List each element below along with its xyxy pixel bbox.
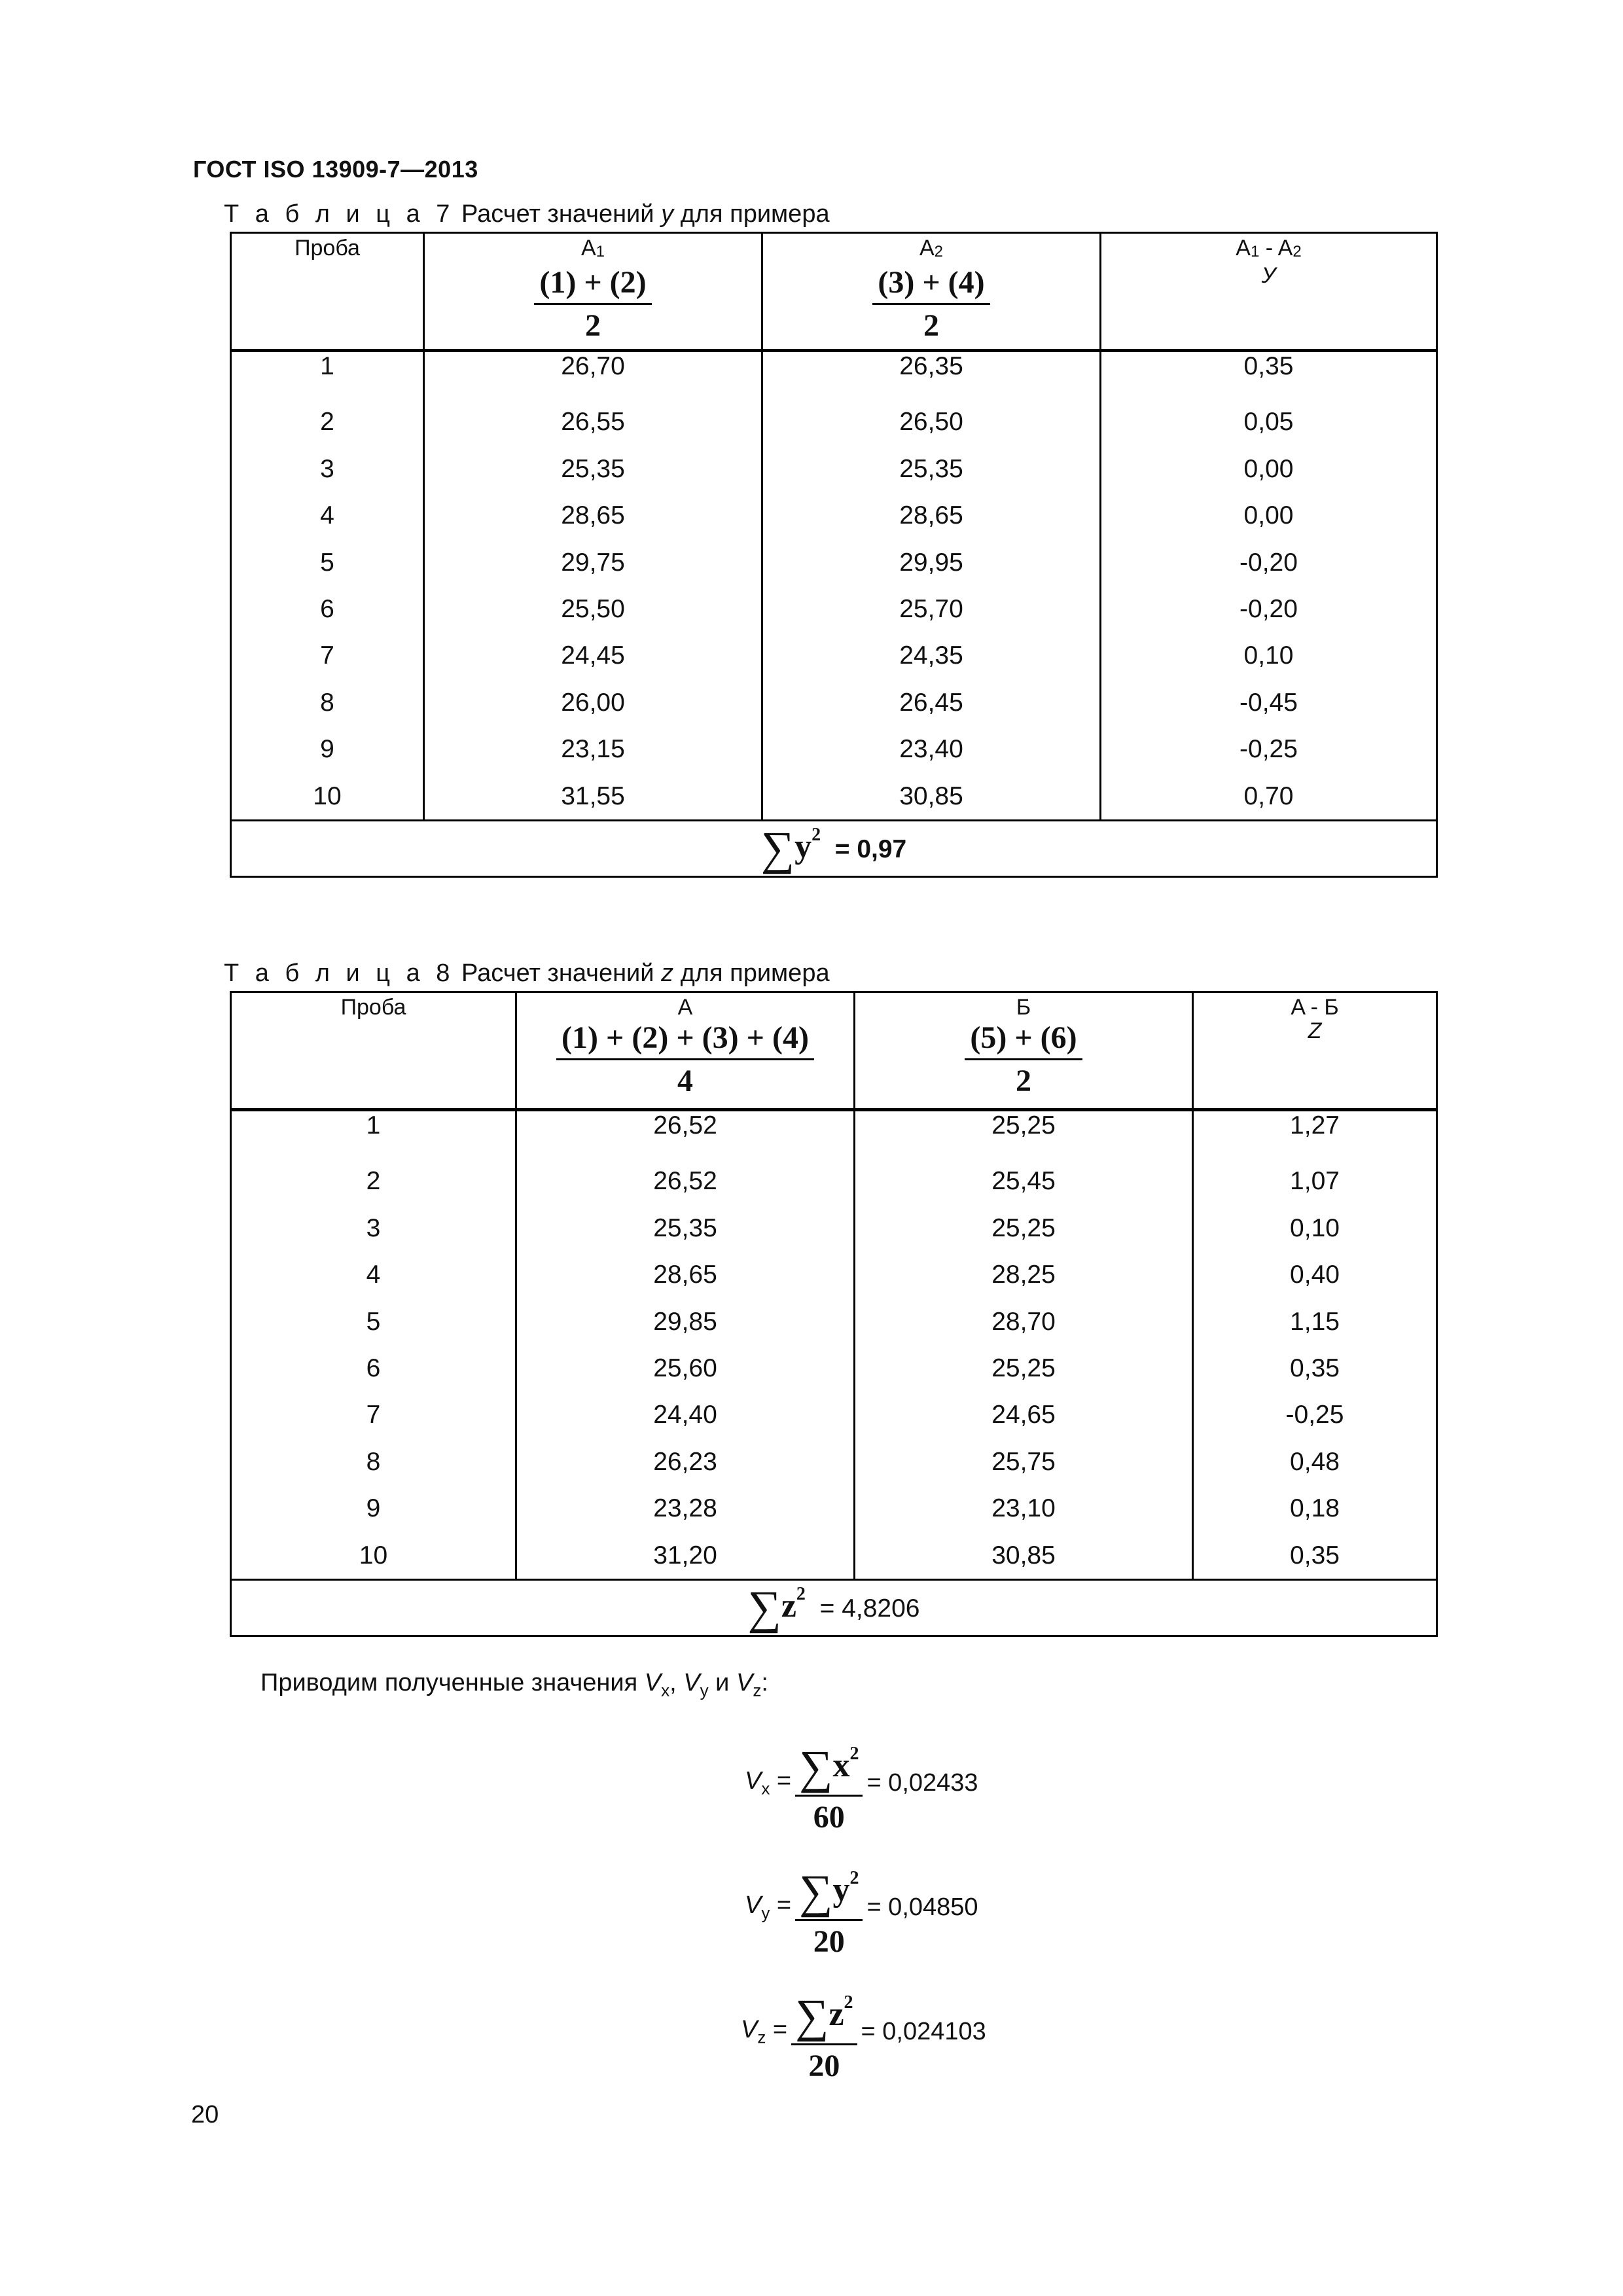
table7-header-sample: Проба (231, 233, 424, 351)
table7-caption-suffix: для примера (673, 200, 830, 228)
table7-body (231, 351, 1437, 821)
table7-sum-value: = 0,97 (834, 835, 907, 864)
table8 (230, 991, 1438, 1637)
table-cell: 0,05 (1101, 399, 1437, 445)
intro-text: Приводим полученные значения $V_x$, $V_y$ и $V_z$: (260, 1669, 768, 1700)
table-cell: 1,27 (1193, 1110, 1437, 1158)
header-a1-sub: 1 (596, 243, 605, 260)
table8-caption (224, 960, 830, 988)
table-cell: 6 (231, 586, 424, 632)
header-a1-label: A (580, 236, 596, 260)
table-cell: 28,65 (424, 492, 762, 539)
table-cell: 7 (231, 1391, 516, 1438)
table-cell: 26,50 (762, 399, 1101, 445)
table-cell: 1,15 (1193, 1299, 1437, 1345)
table-cell: 25,70 (762, 586, 1101, 632)
table-cell: 0,10 (1193, 1205, 1437, 1251)
table-cell: 25,25 (855, 1345, 1193, 1391)
table-cell: 2 (231, 1158, 516, 1204)
table-row (231, 586, 1437, 632)
table-cell: 28,25 (855, 1251, 1193, 1298)
table-cell: 6 (231, 1345, 516, 1391)
table-cell: 26,52 (516, 1110, 855, 1158)
table-cell: 28,70 (855, 1299, 1193, 1345)
sigma-symbol: ∑ (799, 1741, 833, 1793)
table-cell: 25,25 (855, 1110, 1193, 1158)
table-cell: 24,45 (424, 632, 762, 679)
table8-header-b (855, 992, 1193, 1110)
table7-header-a1 (424, 233, 762, 351)
table-row (231, 1345, 1437, 1391)
table-cell: 25,35 (424, 446, 762, 492)
page-number: 20 (191, 2101, 219, 2128)
table-row (231, 632, 1437, 679)
table8-sum-row (231, 1580, 1437, 1636)
table7 (230, 232, 1438, 878)
table-cell: 26,45 (762, 679, 1101, 726)
table-cell: 23,15 (424, 726, 762, 772)
table-cell: 28,65 (516, 1251, 855, 1298)
table-cell: 25,35 (762, 446, 1101, 492)
table-row (231, 773, 1437, 821)
table-cell: 29,85 (516, 1299, 855, 1345)
header-a2-label: A (919, 236, 935, 260)
table-cell: 26,35 (762, 351, 1101, 399)
table-row (231, 1439, 1437, 1485)
table-cell: 26,23 (516, 1439, 855, 1485)
table-cell: -0,45 (1101, 679, 1437, 726)
table-cell: 26,70 (424, 351, 762, 399)
table-cell: 0,35 (1193, 1345, 1437, 1391)
table-row (231, 726, 1437, 772)
sigma-symbol: ∑ (795, 1990, 829, 2042)
table-row (231, 1110, 1437, 1158)
table-cell: 4 (231, 492, 424, 539)
table-cell: 29,75 (424, 539, 762, 586)
formula-vx: $V_x$ = $\sum x^2$ 60 = 0,02433 (745, 1728, 978, 1839)
table8-caption-text: Расчет значений (454, 960, 662, 987)
sigma-symbol: ∑ (747, 1581, 781, 1634)
table-cell: -0,20 (1101, 539, 1437, 586)
header-a-label: A (677, 995, 693, 1020)
header-z-symbol: Z (1308, 1018, 1322, 1043)
table-row (231, 1391, 1437, 1438)
document-code: ГОСТ ISO 13909-7—2013 (193, 156, 478, 183)
table-cell: 9 (231, 1485, 516, 1532)
table8-sum-value: = 4,8206 (819, 1594, 920, 1623)
table7-caption (224, 200, 830, 228)
table7-header-diff: A1 - A2 У (1101, 233, 1437, 351)
table-cell: 25,50 (424, 586, 762, 632)
table-cell: 25,60 (516, 1345, 855, 1391)
table-cell: 31,20 (516, 1532, 855, 1580)
table-cell: 31,55 (424, 773, 762, 821)
table7-header-row (231, 233, 1437, 351)
table-cell: 3 (231, 1205, 516, 1251)
table-cell: 29,95 (762, 539, 1101, 586)
table7-caption-var: y (661, 200, 674, 228)
table-cell: 25,25 (855, 1205, 1193, 1251)
formula-vz: $V_z$ = $\sum z^2$ 20 = 0,024103 (741, 1977, 986, 2087)
table-cell: 0,48 (1193, 1439, 1437, 1485)
table8-header-sample: Проба (231, 992, 516, 1110)
table8-header-a (516, 992, 855, 1110)
table-cell: 5 (231, 539, 424, 586)
table-cell: 0,00 (1101, 492, 1437, 539)
formula-vx-result: = 0,02433 (866, 1769, 978, 1797)
table-cell: 0,35 (1101, 351, 1437, 399)
table-cell: -0,25 (1193, 1391, 1437, 1438)
table-cell: 4 (231, 1251, 516, 1298)
table-cell: 0,35 (1193, 1532, 1437, 1580)
table-cell: 1 (231, 351, 424, 399)
formula-vz-result: = 0,024103 (861, 2018, 986, 2045)
table-cell: 0,10 (1101, 632, 1437, 679)
table-cell: 25,35 (516, 1205, 855, 1251)
table-row (231, 1299, 1437, 1345)
table-cell: 0,70 (1101, 773, 1437, 821)
table-row (231, 1251, 1437, 1298)
table-row (231, 351, 1437, 399)
table7-header-a2 (762, 233, 1101, 351)
table-cell: 30,85 (762, 773, 1101, 821)
header-b-label: Б (1016, 995, 1031, 1020)
table8-header-diff: A - Б Z (1193, 992, 1437, 1110)
table-cell: 9 (231, 726, 424, 772)
table-cell: 2 (231, 399, 424, 445)
table-row (231, 1158, 1437, 1204)
table-row (231, 399, 1437, 445)
table-cell: 24,40 (516, 1391, 855, 1438)
table-cell: -0,20 (1101, 586, 1437, 632)
table-cell: 1,07 (1193, 1158, 1437, 1204)
table-row (231, 1485, 1437, 1532)
table7-caption-text: Расчет значений (454, 200, 662, 228)
table-cell: 3 (231, 446, 424, 492)
table-row (231, 446, 1437, 492)
table-cell: 10 (231, 1532, 516, 1580)
formula-vy-result: = 0,04850 (866, 1893, 978, 1921)
table-cell: 28,65 (762, 492, 1101, 539)
header-a-formula: $\frac{(1) + (2) + (3) + (4)}{4}$ (556, 1022, 814, 1100)
header-diff-symbol: У (1261, 263, 1276, 288)
table8-body (231, 1110, 1437, 1580)
table-cell: 1 (231, 1110, 516, 1158)
table7-sum-cell: $\sum y^2 = 0,97$ (231, 821, 1437, 877)
table-cell: 24,65 (855, 1391, 1193, 1438)
table-cell: 30,85 (855, 1532, 1193, 1580)
table-cell: 25,45 (855, 1158, 1193, 1204)
table-row (231, 1205, 1437, 1251)
table8-sum-cell: $\sum z^2 = 4,8206$ (231, 1580, 1437, 1636)
table8-caption-var: z (661, 960, 674, 987)
table8-caption-suffix: для примера (673, 960, 830, 987)
table-cell: 8 (231, 1439, 516, 1485)
header-a2-formula: $\frac{(3) + (4)}{2}$ (872, 266, 990, 344)
table-cell: 0,40 (1193, 1251, 1437, 1298)
table8-header-row (231, 992, 1437, 1110)
header-a2-sub: 2 (934, 243, 944, 260)
table-cell: 23,40 (762, 726, 1101, 772)
table-cell: 26,52 (516, 1158, 855, 1204)
table7-sum-row (231, 821, 1437, 877)
table-row (231, 1532, 1437, 1580)
header-b-formula: $\frac{(5) + (6)}{2}$ (965, 1022, 1082, 1100)
table-row (231, 679, 1437, 726)
table-cell: 0,00 (1101, 446, 1437, 492)
table-row (231, 539, 1437, 586)
table8-caption-prefix: Т а б л и ц а 8 (224, 960, 455, 987)
sigma-symbol: ∑ (799, 1865, 833, 1918)
table7-caption-prefix: Т а б л и ц а 7 (224, 200, 455, 228)
header-a1-formula: $\frac{(1) + (2)}{2}$ (534, 266, 651, 344)
table-row (231, 492, 1437, 539)
table-cell: 26,00 (424, 679, 762, 726)
table-cell: 24,35 (762, 632, 1101, 679)
table-cell: 25,75 (855, 1439, 1193, 1485)
sigma-symbol: ∑ (760, 822, 795, 875)
table-cell: 0,18 (1193, 1485, 1437, 1532)
table-cell: -0,25 (1101, 726, 1437, 772)
table-cell: 26,55 (424, 399, 762, 445)
table-cell: 5 (231, 1299, 516, 1345)
table-cell: 7 (231, 632, 424, 679)
table-cell: 23,10 (855, 1485, 1193, 1532)
table-cell: 10 (231, 773, 424, 821)
table-cell: 8 (231, 679, 424, 726)
formula-vy: $V_y$ = $\sum y^2$ 20 = 0,04850 (745, 1852, 978, 1963)
table-cell: 23,28 (516, 1485, 855, 1532)
